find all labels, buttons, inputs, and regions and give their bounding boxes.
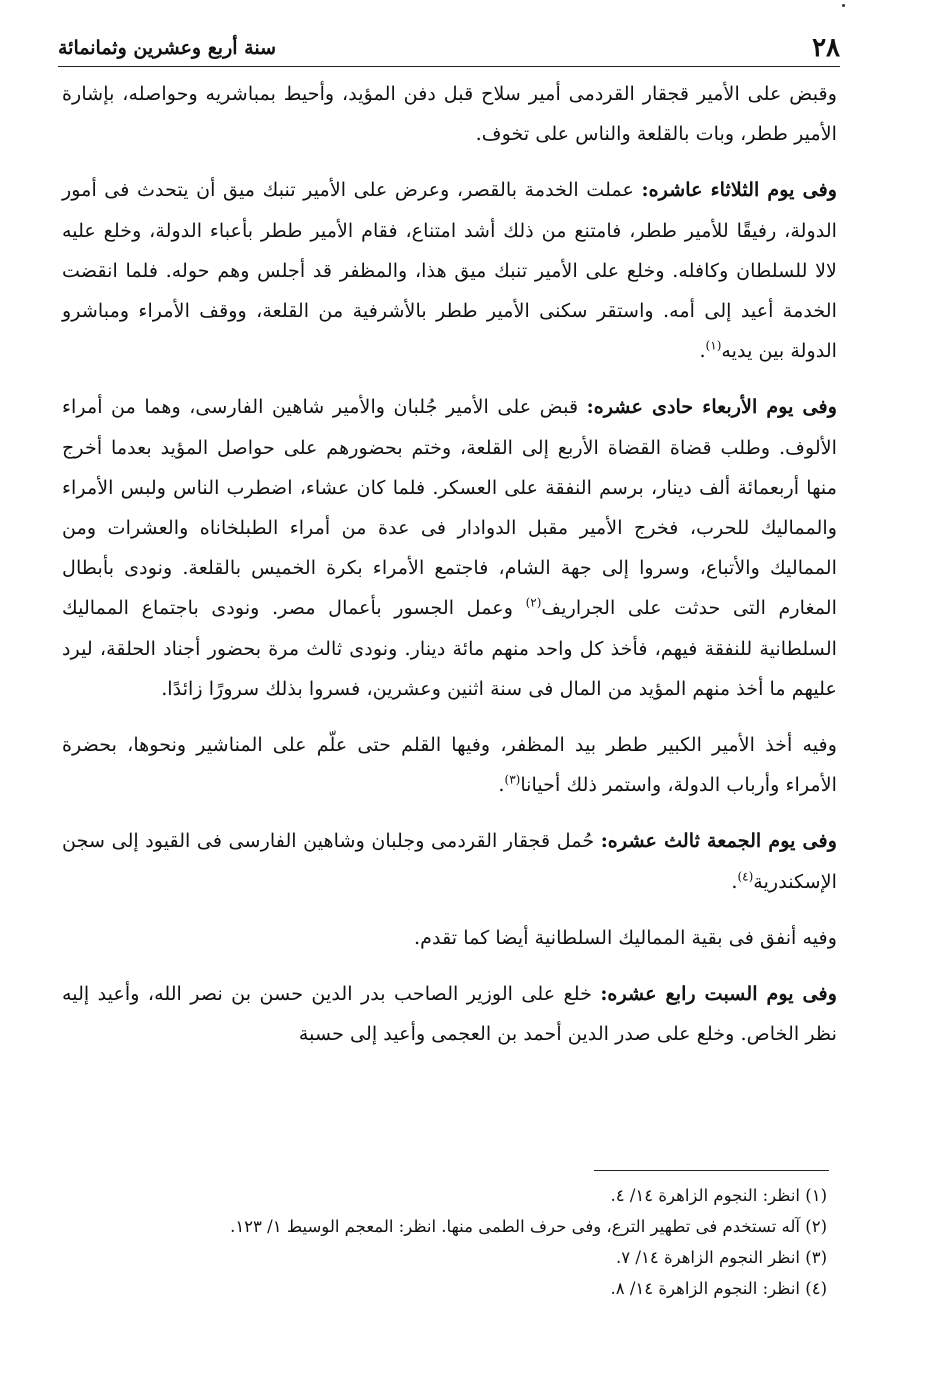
paragraph-7 [62,974,837,1054]
paragraph-5 [62,821,837,901]
body-text [62,74,837,1070]
page-header [58,30,840,66]
footnote-ref-4: (٤) [737,869,754,884]
paragraph-4 [62,725,837,805]
paragraph-4-text: وفيه أخذ الأمير الكبير ططر بيد المظفر، وفيها القلم حتى علّم على المناشير ونحوها، بحضرة الأمراء وأرباب الدولة، واستمر ذلك أحيانا [62,733,837,797]
paragraph-3-text-b: وعمل الجسور بأعمال مصر. ونودى باجتماع المماليك السلطانية للنفقة فيهم، فأخذ كل واحد منهم مائة دينار. ونودى ثالث مرة بحضور أجناد الحلقة، ليرد عليهم ما أخذ منهم المؤيد من المال فى سنة اثنين وعشرين، فسروا بذلك سرورًا زائدًا. [62,596,837,700]
page-number: ٢٨ [812,33,840,63]
paragraph-6 [62,918,837,958]
footnote-2: (٢) آله تستخدم فى تطهير الترع، وفى حرف الطمى منها. انظر: المعجم الوسيط ١/ ١٢٣. [230,1217,827,1236]
footnote-1: (١) انظر: النجوم الزاهرة ١٤/ ٤. [610,1186,827,1205]
footnote-ref-2: (٢) [525,596,542,611]
paragraph-5-lead: وفى يوم الجمعة ثالث عشره: [600,829,837,853]
paragraph-3 [62,387,837,709]
footnotes [70,1180,827,1304]
paragraph-2-text: عملت الخدمة بالقصر، وعرض على الأمير تنبك ميق أن يتحدث فى أمور الدولة، رفيقًا للأمير ططر، فامتنع من ذلك أشد امتناع، فقام الأمير ططر بأعباء الدولة، وخلع عليه لالا للسلطان وكافله. وخلع على الأمير تنبك ميق هذا، والمظفر قد أجلس وهم حوله. فلما انقضت الخدمة أعيد إلى أمه. واستقر سكنى الأمير ططر بالأشرفية من القلعة، ووقف الأمراء ومباشرو الدولة بين يديه [62,178,837,363]
footnote-ref-3: (٣) [504,772,521,787]
paragraph-2-end: . [699,339,706,363]
paragraph-4-end: . [498,773,505,797]
footnote-rule [594,1170,829,1171]
running-title: سنة أربع وعشرين وثمانمائة [58,37,277,59]
paragraph-7-lead: وفى يوم السبت رابع عشره: [600,982,837,1006]
paragraph-5-text: حُمل قجقار القردمى وجلبان وشاهين الفارسى فى القيود إلى سجن الإسكندرية [62,829,837,893]
footnote-ref-1: (١) [705,338,722,353]
scan-mark [842,4,845,7]
paragraph-2 [62,170,837,371]
footnote-3: (٣) انظر النجوم الزاهرة ١٤/ ٧. [616,1248,827,1267]
paragraph-5-end: . [731,869,738,893]
paragraph-1-text: وقبض على الأمير قجقار القردمى أمير سلاح قبل دفن المؤيد، وأحيط بمباشريه وحواصله، بإشارة الأمير ططر، وبات بالقلعة والناس على تخوف. [62,82,837,146]
paragraph-1 [62,74,837,154]
footnote-4: (٤) انظر: النجوم الزاهرة ١٤/ ٨. [610,1279,827,1298]
paragraph-3-lead: وفى يوم الأربعاء حادى عشره: [586,395,837,419]
paragraph-6-text: وفيه أنفق فى بقية المماليك السلطانية أيضا كما تقدم. [414,925,837,949]
header-rule [58,66,840,67]
paragraph-7-text: خلع على الوزير الصاحب بدر الدين حسن بن نصر الله، وأعيد إليه نظر الخاص. وخلع على صدر الدين أحمد بن العجمى وأعيد إلى حسبة [62,982,837,1046]
paragraph-2-lead: وفى يوم الثلاثاء عاشره: [641,178,838,202]
paragraph-3-text-a: قبض على الأمير جُلبان والأمير شاهين الفارسى، وهما من أمراء الألوف. وطلب قضاة القضاة الأربع إلى القلعة، وختم بحضورهم على حواصل المؤيد بعدما أخرج منها أربعمائة ألف دينار، برسم النفقة على العسكر. فلما كان عشاء، اضطرب الناس ولبس الأمراء والمماليك للحرب، فخرج الأمير مقبل الدوادار فى عدة من أمراء الطبلخاناه والعشرات ومن المماليك والأتباع، وسروا إلى جهة الشام، فاجتمع الأمراء بكرة الخميس بالقلعة. ونودى بأبطال المغارم التى حدثت على الجراريف [62,395,837,620]
